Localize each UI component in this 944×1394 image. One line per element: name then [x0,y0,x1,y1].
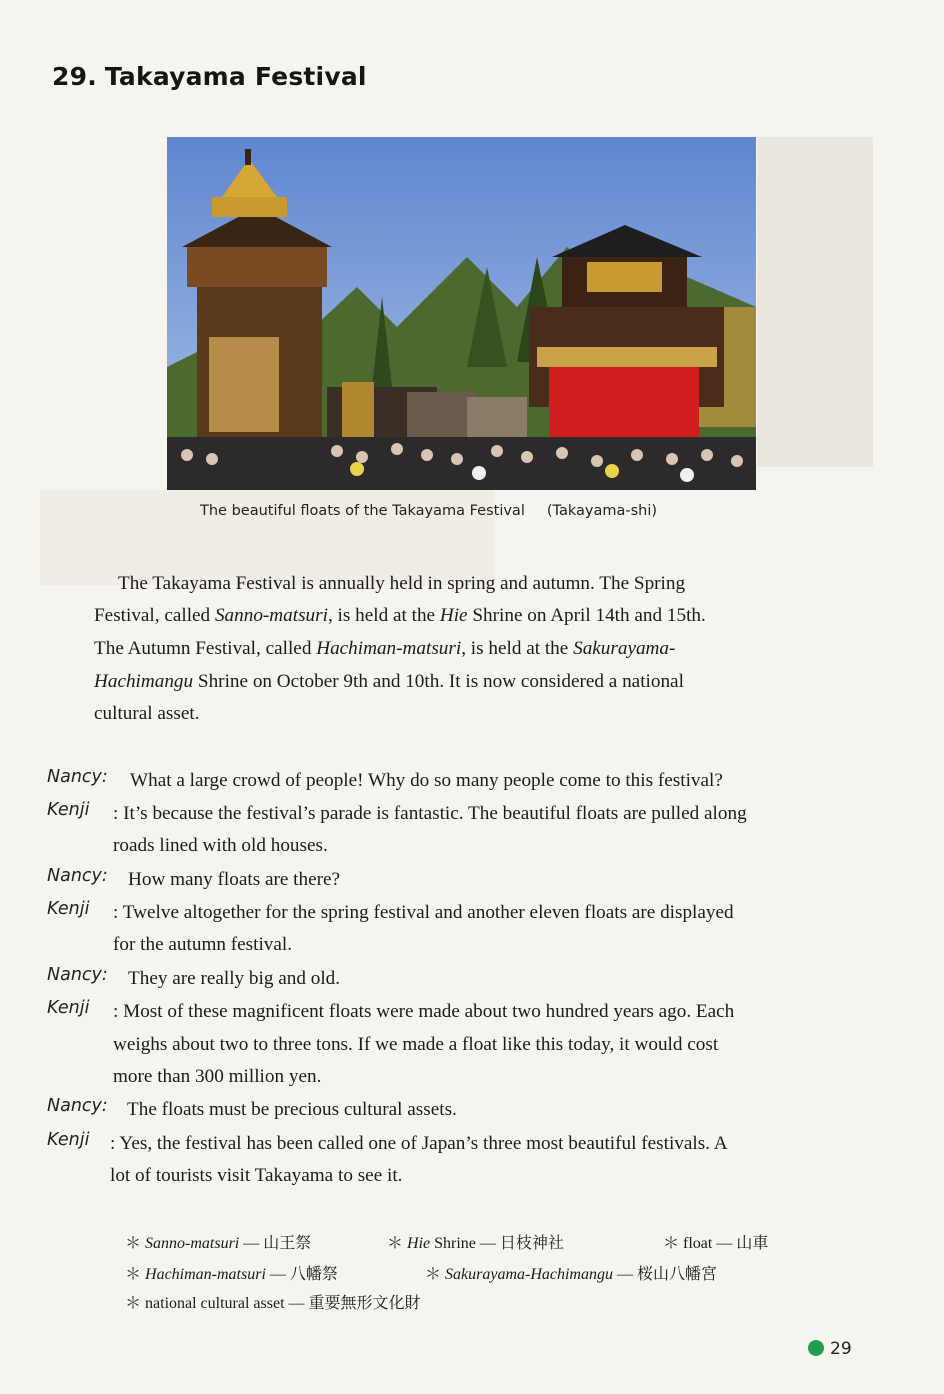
note-item: ＊ Sanno-matsuri — 山王祭 [125,1235,312,1252]
speaker-kenji: Kenji [47,899,90,919]
note-item: ＊ Hachiman-matsuri — 八幡祭 [125,1266,338,1283]
festival-illustration [167,137,756,490]
dialogue-line: for the autumn festival. [113,934,293,955]
photo-caption [200,503,657,519]
section-title [52,62,367,91]
dialogue-line: : Yes, the festival has been called one of Japan’s three most beautiful festivals. A [110,1133,728,1154]
dialogue-line: How many floats are there? [128,869,341,890]
dialogue-line: : Twelve altogether for the spring festival and another eleven floats are displayed [113,902,734,923]
dialogue-line: : Most of these magnificent floats were made about two hundred years ago. Each [113,1001,735,1022]
page-number [808,1339,852,1359]
intro-line: The Takayama Festival is annually held in spring and autumn. The Spring [118,573,686,594]
show-through-block [757,137,873,467]
dialogue-line: They are really big and old. [128,968,341,989]
festival-photo [167,137,756,490]
note-item: ＊ float — 山車 [663,1235,769,1252]
page-dot-icon [808,1340,824,1356]
page-number-text: 29 [830,1339,852,1359]
note-item: ＊ Sakurayama-Hachimangu — 桜山八幡宮 [425,1266,717,1283]
note-item: ＊ national cultural asset — 重要無形文化財 [125,1295,421,1312]
dialogue-line: lot of tourists visit Takayama to see it. [110,1165,403,1186]
dialogue-line: weighs about two to three tons. If we made a float like this today, it would cost [113,1034,719,1055]
caption-text: The beautiful floats of the Takayama Festival [200,503,525,519]
speaker-nancy: Nancy: [47,965,108,985]
intro-line: Festival, called Sanno-matsuri, is held at the Hie Shrine on April 14th and 15th. [94,605,706,626]
speaker-kenji: Kenji [47,1130,90,1150]
speaker-kenji: Kenji [47,800,90,820]
speaker-nancy: Nancy: [47,767,108,787]
intro-line: Hachimangu Shrine on October 9th and 10th. It is now considered a national [94,671,684,692]
speaker-kenji: Kenji [47,998,90,1018]
dialogue-line: The floats must be precious cultural assets. [127,1099,457,1120]
caption-place: (Takayama-shi) [546,503,658,519]
speaker-nancy: Nancy: [47,866,108,886]
intro-line: cultural asset. [94,703,200,724]
section-number: 29. [52,62,97,91]
speaker-nancy: Nancy: [47,1096,108,1116]
dialogue-line: : It’s because the festival’s parade is fantastic. The beautiful floats are pulled along [113,803,747,824]
dialogue-line: roads lined with old houses. [113,835,328,856]
dialogue-line: What a large crowd of people! Why do so many people come to this festival? [130,770,723,791]
note-item: ＊ Hie Shrine — 日枝神社 [387,1235,564,1252]
dialogue-line: more than 300 million yen. [113,1066,322,1087]
section-title-text: Takayama Festival [104,62,367,91]
intro-line: The Autumn Festival, called Hachiman-matsuri, is held at the Sakurayama- [94,638,676,659]
